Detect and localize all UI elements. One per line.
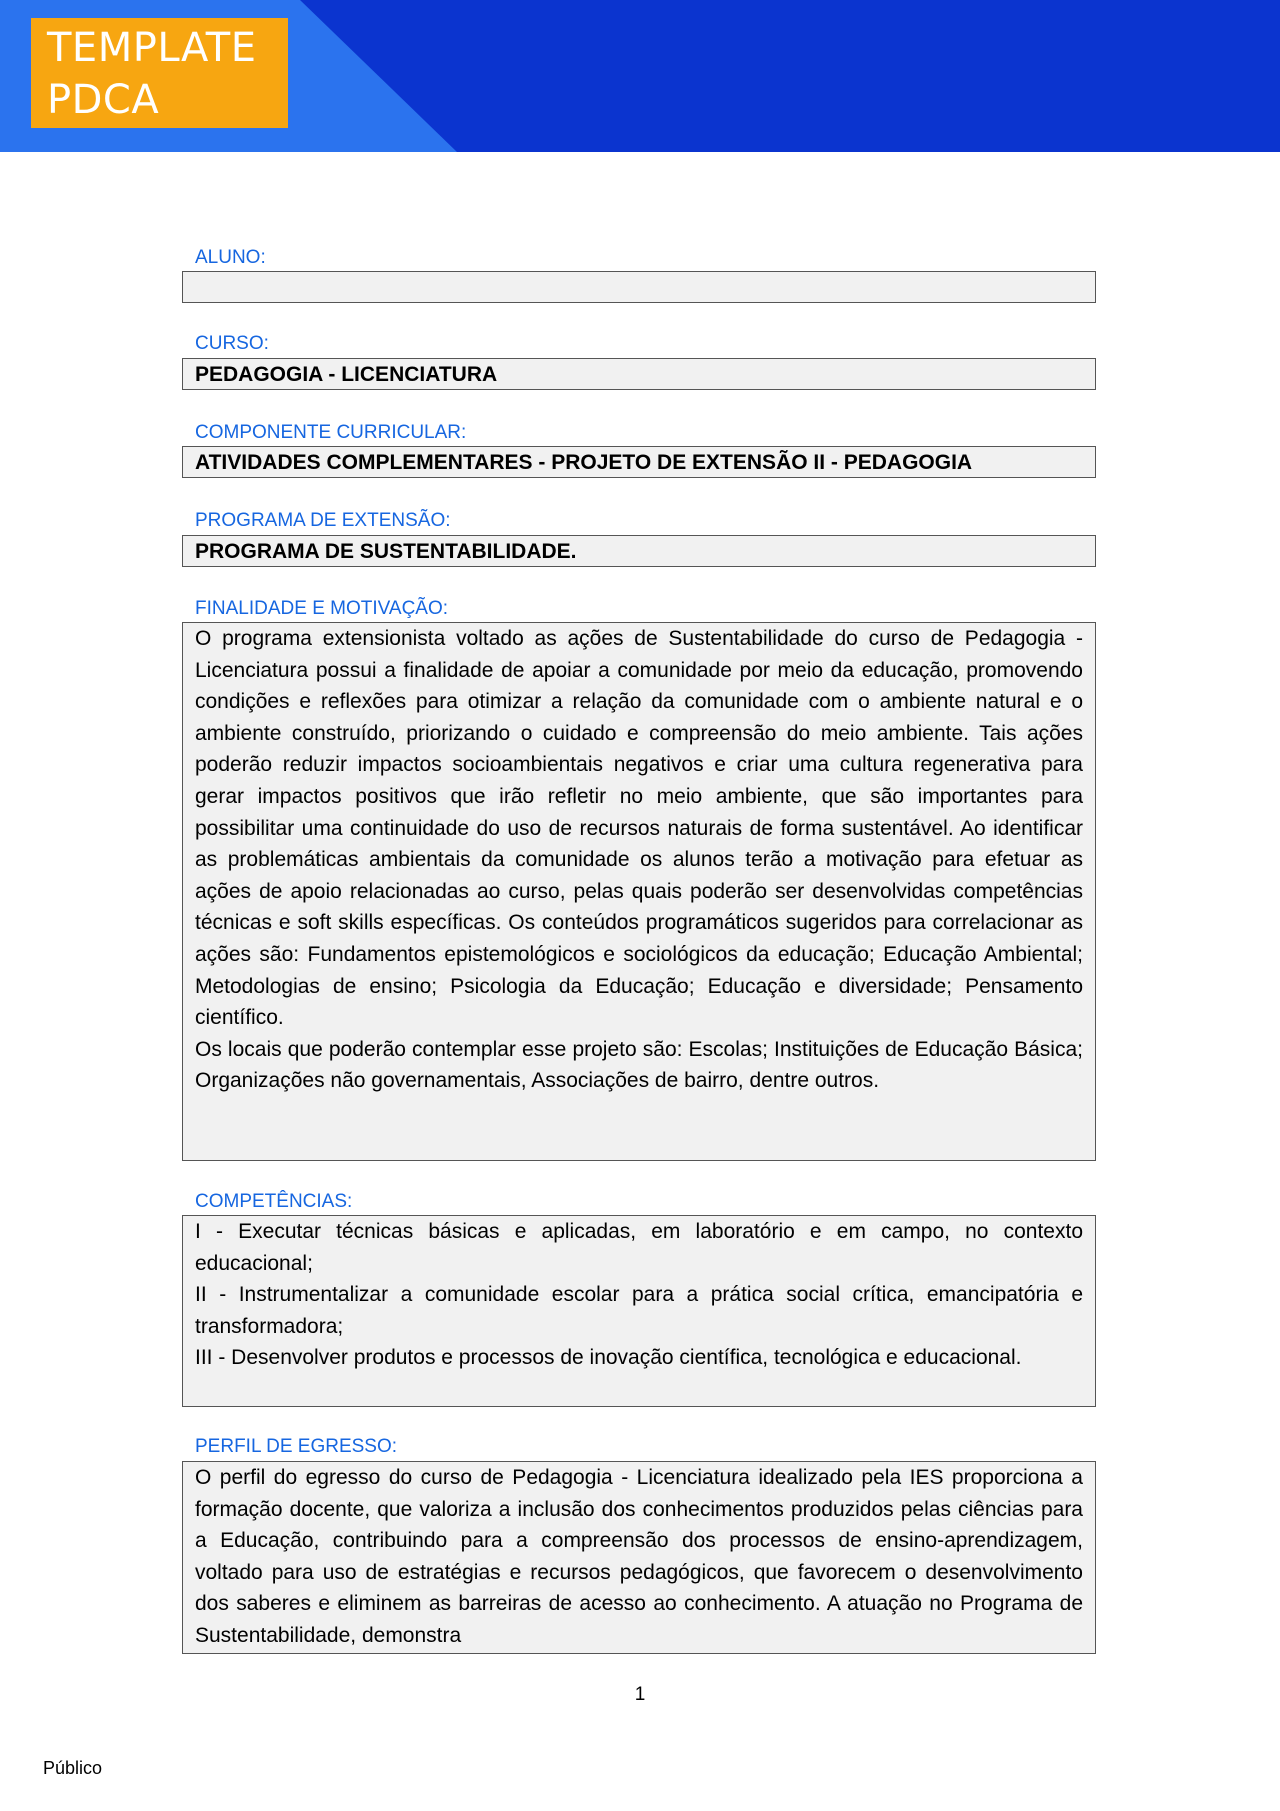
competencias-field[interactable]: [182, 1215, 1096, 1407]
competencias-label: COMPETÊNCIAS:: [195, 1191, 353, 1212]
perfil-label: PERFIL DE EGRESSO:: [195, 1436, 398, 1457]
aluno-label: ALUNO:: [195, 247, 266, 268]
header-banner: [0, 0, 1280, 152]
programa-field[interactable]: PROGRAMA DE SUSTENTABILIDADE.: [182, 535, 1096, 567]
componente-field[interactable]: ATIVIDADES COMPLEMENTARES - PROJETO DE EXTENSÃO II - PEDAGOGIA: [182, 446, 1096, 478]
logo-title-line1: TEMPLATE: [47, 25, 257, 71]
finalidade-label: FINALIDADE E MOTIVAÇÃO:: [195, 598, 449, 619]
curso-label: CURSO:: [195, 333, 269, 354]
perfil-paragraph-1: O perfil do egresso do curso de Pedagogia - Licenciatura idealizado pela IES proporciona a formação docente, que valoriza a inclusão dos conhecimentos produzidos pelas ciências para a Educação, contribuindo para a compreensão dos processos de ensino-aprendizagem, voltado para uso de estratégias e recursos pedagógicos, que favorecem o desenvolvimento dos saberes e eliminem as barreiras de acesso ao conhecimento. A atuação no Programa de Sustentabilidade, demonstra: [195, 1466, 1083, 1647]
curso-field[interactable]: PEDAGOGIA - LICENCIATURA: [182, 358, 1096, 390]
competencia-item-1: I - Executar técnicas básicas e aplicadas, em laboratório e em campo, no contexto educacional;: [195, 1220, 1083, 1275]
page-number: 1: [634, 1684, 646, 1705]
perfil-field[interactable]: [182, 1461, 1096, 1654]
competencia-item-2: II - Instrumentalizar a comunidade escolar para a prática social crítica, emancipatória e transformadora;: [195, 1283, 1083, 1338]
competencia-item-3: III - Desenvolver produtos e processos de inovação científica, tecnológica e educacional.: [195, 1346, 1022, 1370]
aluno-field[interactable]: [182, 271, 1096, 303]
classification-label: Público: [43, 1758, 103, 1778]
programa-label: PROGRAMA DE EXTENSÃO:: [195, 510, 451, 531]
finalidade-field[interactable]: [182, 622, 1096, 1161]
componente-label: COMPONENTE CURRICULAR:: [195, 422, 467, 443]
finalidade-paragraph-2: Os locais que poderão contemplar esse projeto são: Escolas; Instituições de Educação Básica; Organizações não governamentais, Associações de bairro, dentre outros.: [195, 1037, 1083, 1093]
logo-title-line2: PDCA: [47, 77, 160, 123]
finalidade-paragraph-1: O programa extensionista voltado as ações de Sustentabilidade do curso de Pedagogia - Licenciatura possui a finalidade de apoiar a comunidade por meio da educação, promovendo condições e reflexões para otimizar a relação da comunidade com o ambiente natural e o ambiente construído, priorizando o cuidado e compreensão do meio ambiente. Tais ações poderão reduzir impactos socioambientais negativos e criar uma cultura regenerativa para gerar impactos positivos que irão refletir no meio ambiente, que são importantes para possibilitar uma continuidade do uso de recursos naturais de forma sustentável. Ao identificar as problemáticas ambientais da comunidade os alunos terão a motivação para efetuar as ações de apoio relacionadas ao curso, pelas quais poderão ser desenvolvidas competências técnicas e soft skills específicas. Os conteúdos programáticos sugeridos para correlacionar as ações são: Fundamentos epistemológicos e sociológicos da educação; Educação Ambiental; Metodologias de ensino; Psicologia da Educação; Educação e diversidade; Pensamento científico.: [195, 627, 1083, 1030]
